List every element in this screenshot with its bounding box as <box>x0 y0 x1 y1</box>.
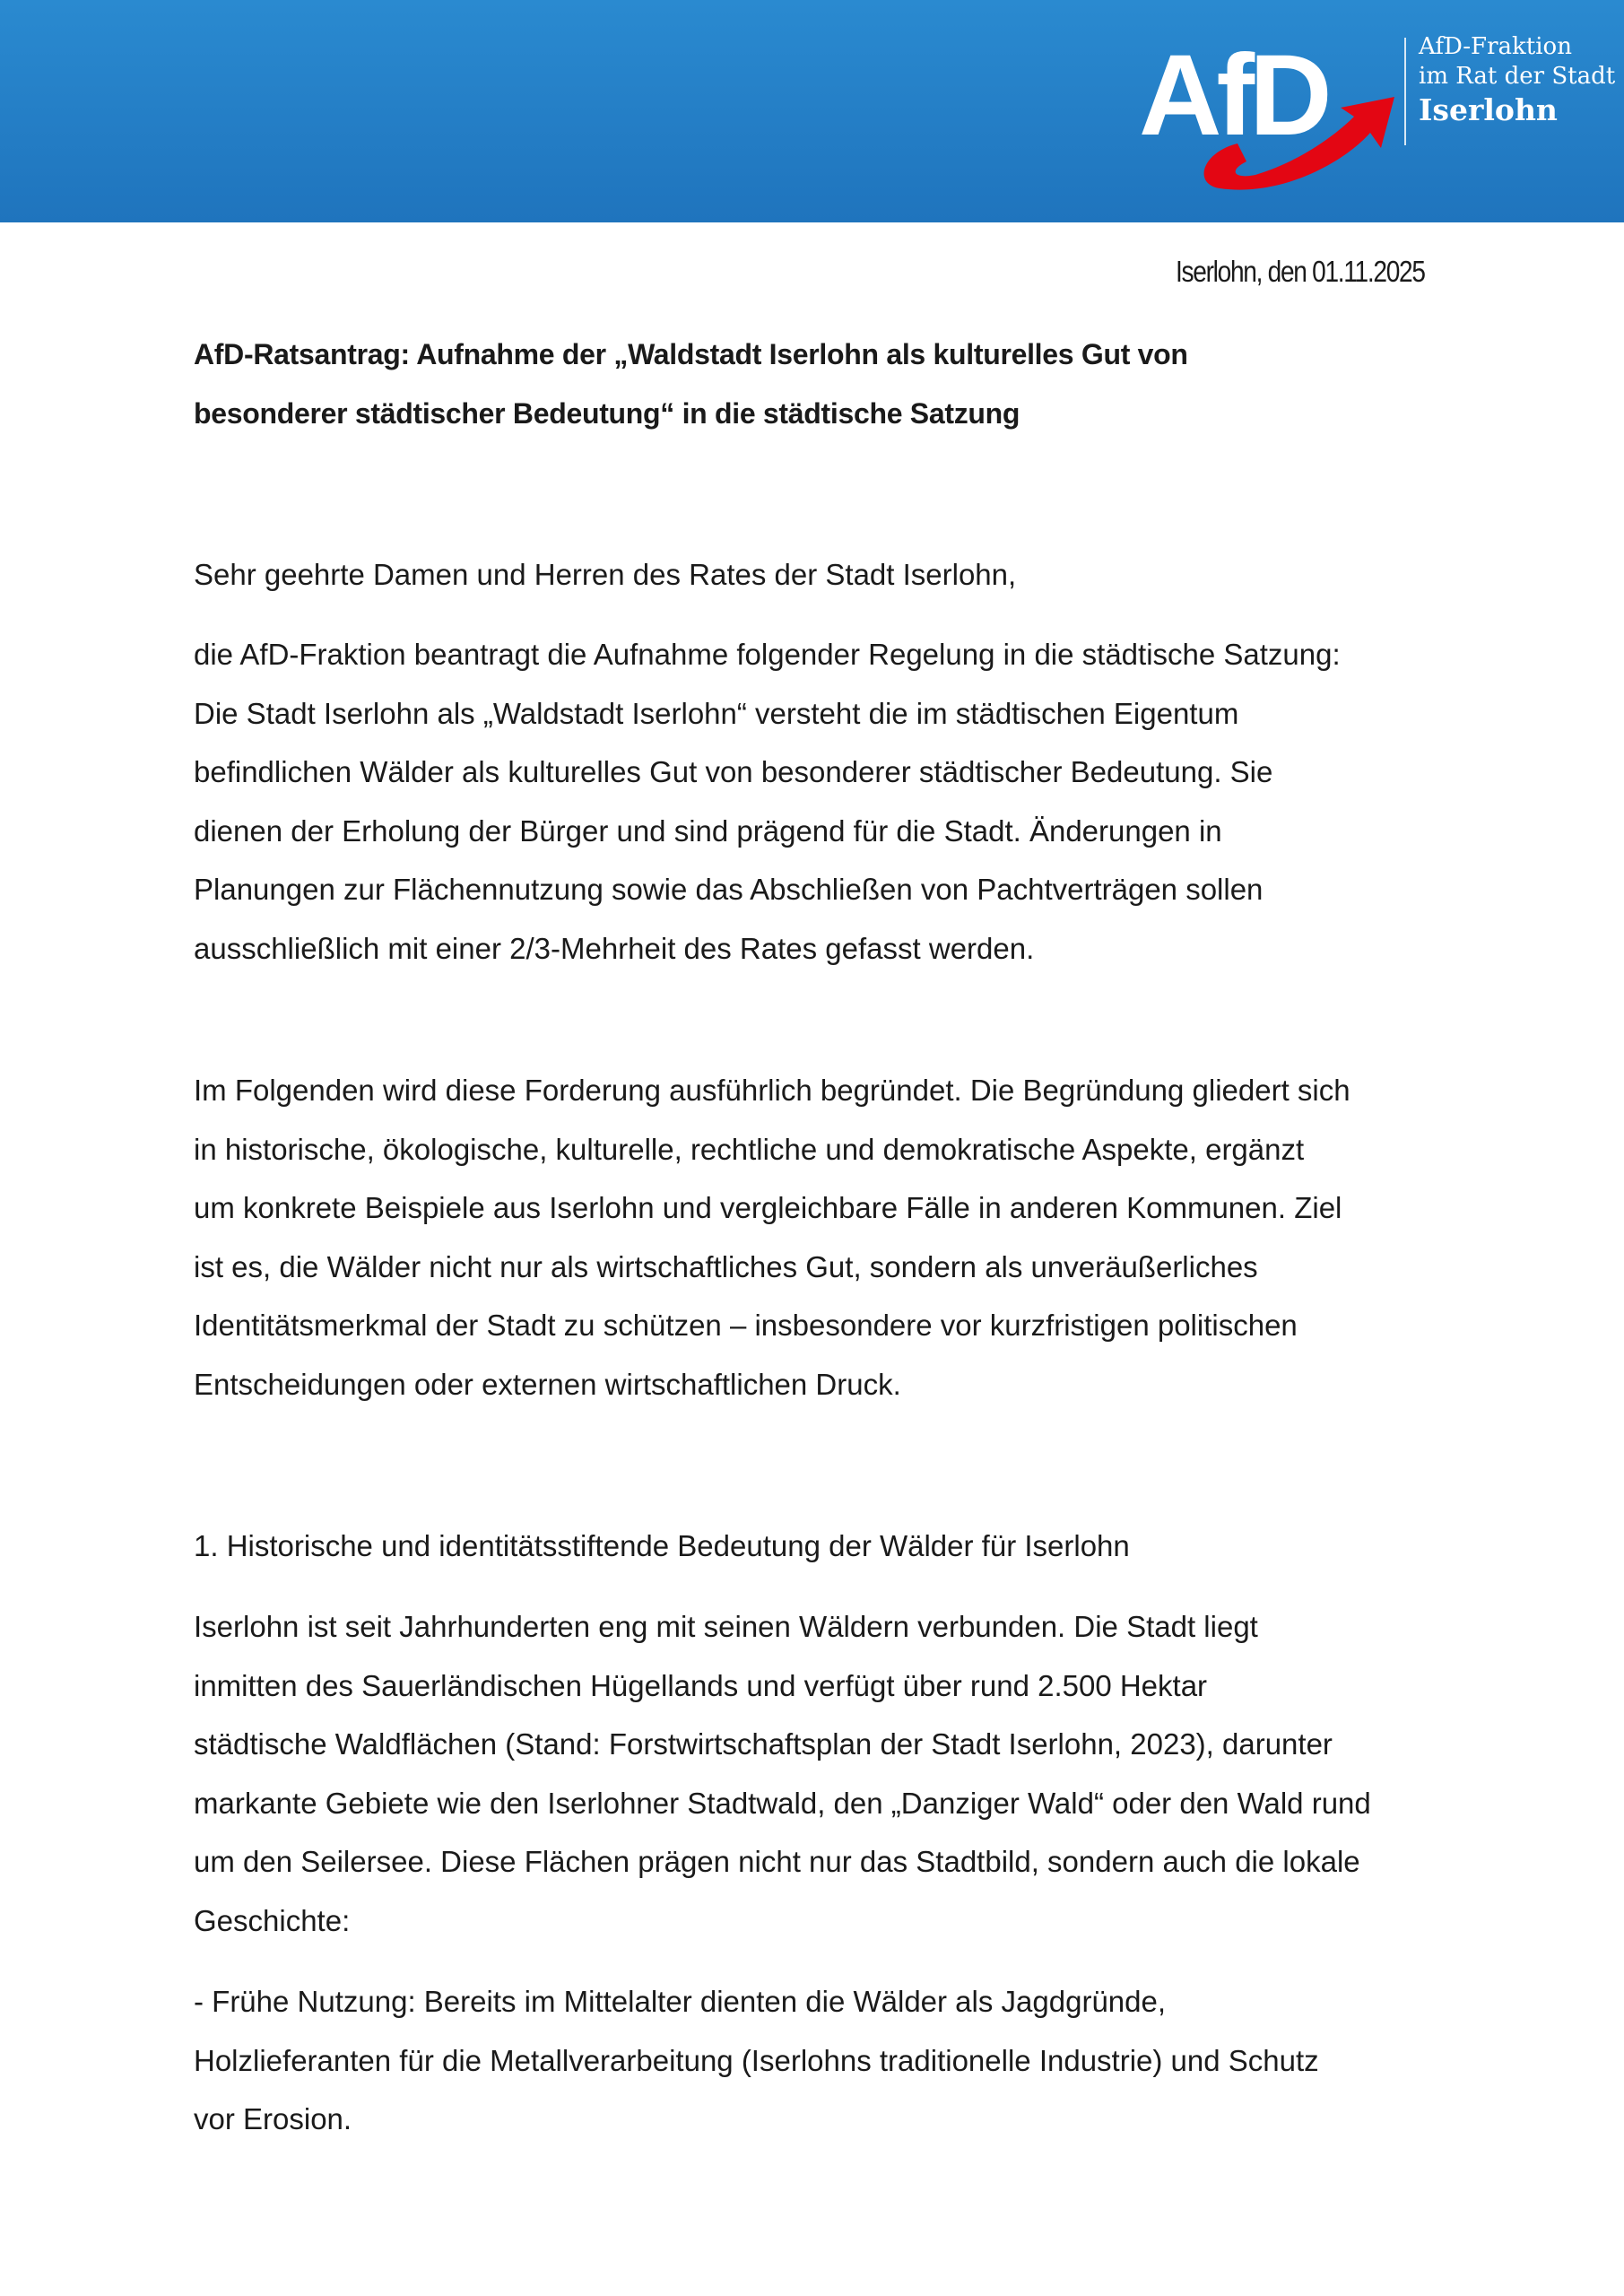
text-line: um den Seilersee. Diese Flächen prägen nicht nur das Stadtbild, sondern auch die lokale <box>194 1845 1360 1878</box>
organization-name <box>1419 32 1615 129</box>
paragraph-4 <box>194 1972 1467 2149</box>
text-line: städtische Waldflächen (Stand: Forstwirtschaftsplan der Stadt Iserlohn, 2023), darunter <box>194 1727 1333 1761</box>
text-line: Identitätsmerkmal der Stadt zu schützen – insbesondere vor kurzfristigen politischen <box>194 1309 1298 1342</box>
text-line: in historische, ökologische, kulturelle, rechtliche und demokratische Aspekte, ergänzt <box>194 1132 1305 1166</box>
org-line-2: im Rat der Stadt <box>1419 63 1616 90</box>
text-line: um konkrete Beispiele aus Iserlohn und vergleichbare Fälle in anderen Kommunen. Ziel <box>194 1191 1342 1224</box>
svg-text:AfD: AfD <box>1139 31 1327 160</box>
text-line: Planungen zur Flächennutzung sowie das Abschließen von Pachtverträgen sollen <box>194 873 1264 906</box>
text-line: Geschichte: <box>194 1903 351 1937</box>
text-line: Im Folgenden wird diese Forderung ausführlich begründet. Die Begründung gliedert sich <box>194 1074 1350 1107</box>
text-line: die AfD-Fraktion beantragt die Aufnahme folgender Regelung in die städtische Satzung: <box>194 638 1341 671</box>
paragraph-2 <box>194 1061 1467 1413</box>
text-line: Holzlieferanten für die Metallverarbeitung (Iserlohns traditionelle Industrie) und Schutz <box>194 2043 1319 2077</box>
title-line: AfD-Ratsantrag: Aufnahme der „Waldstadt Iserlohn als kulturelles Gut von <box>194 338 1188 370</box>
header-banner <box>0 0 1624 222</box>
text-line: Die Stadt Iserlohn als „Waldstadt Iserlohn“ versteht die im städtischen Eigentum <box>194 696 1239 730</box>
text-line: Entscheidungen oder externen wirtschaftlichen Druck. <box>194 1367 901 1401</box>
document-title <box>194 325 1188 443</box>
paragraph-1 <box>194 625 1467 978</box>
paragraph-3 <box>194 1597 1467 1950</box>
salutation: Sehr geehrte Damen und Herren des Rates der Stadt Iserlohn, <box>194 558 1017 591</box>
text-line: Iserlohn ist seit Jahrhunderten eng mit seinen Wäldern verbunden. Die Stadt liegt <box>194 1610 1258 1643</box>
logo-divider <box>1404 38 1406 145</box>
text-line: dienen der Erholung der Bürger und sind prägend für die Stadt. Änderungen in <box>194 813 1222 848</box>
text-line: befindlichen Wälder als kulturelles Gut von besonderer städtischer Bedeutung. Sie <box>194 755 1273 788</box>
text-line: - Frühe Nutzung: Bereits im Mittelalter dienten die Wälder als Jagdgründe, <box>194 1985 1167 2018</box>
text-line: ist es, die Wälder nicht nur als wirtschaftliches Gut, sondern als unveräußerliches <box>194 1249 1258 1283</box>
section-1-heading: 1. Historische und identitätsstiftende Bedeutung der Wälder für Iserlohn <box>194 1529 1130 1562</box>
title-line: besonderer städtischer Bedeutung“ in die städtische Satzung <box>194 397 1020 430</box>
org-city: Iserlohn <box>1419 92 1558 127</box>
afd-logo <box>1139 27 1408 197</box>
text-line: ausschließlich mit einer 2/3-Mehrheit des Rates gefasst werden. <box>194 931 1035 965</box>
document-date: Iserlohn, den 01.11.2025 <box>1176 255 1425 288</box>
org-line-1: AfD-Fraktion <box>1419 33 1572 60</box>
text-line: vor Erosion. <box>194 2102 352 2135</box>
text-line: markante Gebiete wie den Iserlohner Stadtwald, den „Danziger Wald“ oder den Wald rund <box>194 1786 1371 1820</box>
text-line: inmitten des Sauerländischen Hügellands und verfügt über rund 2.500 Hektar <box>194 1668 1208 1702</box>
